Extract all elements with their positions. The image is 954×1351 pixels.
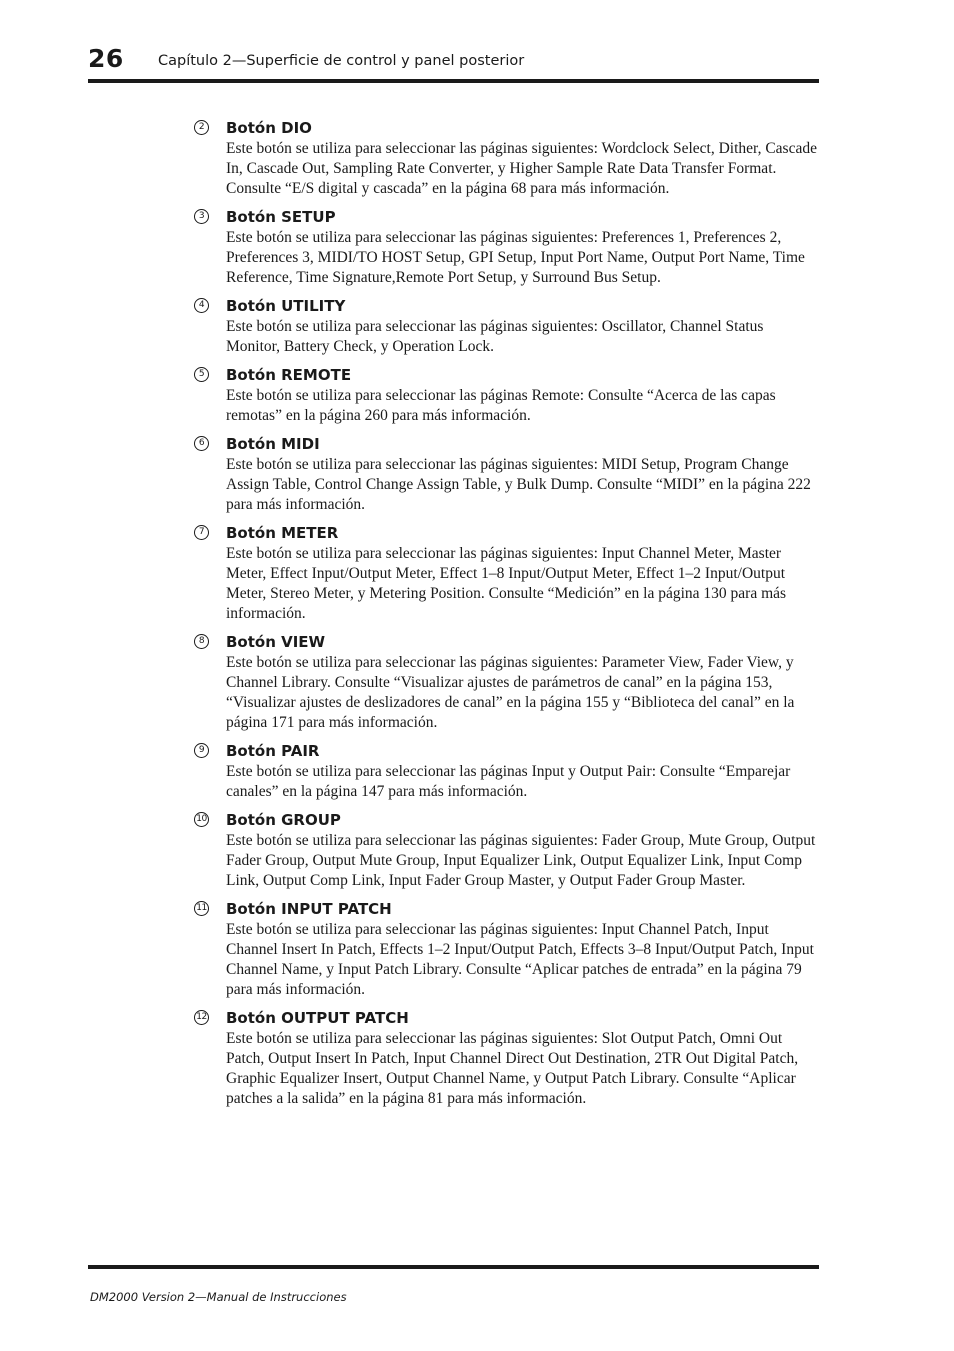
entry-description: Este botón se utiliza para seleccionar las páginas siguientes: Slot Output Patch, Omni Out Patch, Output Insert In Patch, Input Channel Direct Out Destination, 2TR Out Digital Patch, Graphic Equalizer Insert, Output Channel Name, y Output Patch Library. Consulte “Aplicar patches a la salida” en la página 81 para más información. (226, 1030, 799, 1107)
entry-meter-button (194, 523, 820, 624)
entry-utility-button (194, 296, 820, 357)
entry-list (194, 118, 820, 1117)
entry-view-button (194, 632, 820, 733)
entry-number-badge: 7 (194, 525, 209, 540)
entry-title: Botón PAIR (226, 742, 320, 760)
entry-title: Botón OUTPUT PATCH (226, 1009, 409, 1027)
entry-description: Este botón se utiliza para seleccionar las páginas Input y Output Pair: Consulte “Emparejar canales” en la página 147 para más información. (226, 763, 791, 800)
entry-description: Este botón se utiliza para seleccionar las páginas siguientes: Preferences 1, Preferences 2, Preferences 3, MIDI/TO HOST Setup, GPI Setup, Input Port Name, Output Port Name, Time Reference, Time Signature,Remote Port Setup, y Surround Bus Setup. (226, 229, 805, 286)
entry-title: Botón DIO (226, 119, 312, 137)
page-number: 26 (88, 44, 124, 73)
entry-title: Botón VIEW (226, 633, 326, 651)
entry-pair-button (194, 741, 820, 802)
entry-number-badge: 3 (194, 209, 209, 224)
entry-dio-button (194, 118, 820, 199)
entry-description: Este botón se utiliza para seleccionar las páginas siguientes: MIDI Setup, Program Change Assign Table, Control Change Assign Table, y Bulk Dump. Consulte “MIDI” en la página 222 para más información. (226, 456, 811, 513)
entry-title: Botón MIDI (226, 435, 320, 453)
footer-rule (88, 1265, 819, 1269)
entry-description: Este botón se utiliza para seleccionar las páginas siguientes: Input Channel Meter, Master Meter, Effect Input/Output Meter, Effect 1–8 Input/Output Meter, Effect 1–2 Input/Output Meter, Stereo Meter, y Metering Position. Consulte “Medición” en la página 130 para más información. (226, 545, 787, 622)
entry-output-patch-button (194, 1008, 820, 1109)
entry-number-badge: 5 (194, 367, 209, 382)
entry-title: Botón GROUP (226, 811, 341, 829)
entry-title: Botón METER (226, 524, 339, 542)
entry-number-badge: 8 (194, 634, 209, 649)
entry-title: Botón SETUP (226, 208, 336, 226)
entry-midi-button (194, 434, 820, 515)
entry-title: Botón REMOTE (226, 366, 352, 384)
entry-setup-button (194, 207, 820, 288)
entry-description: Este botón se utiliza para seleccionar las páginas siguientes: Wordclock Select, Dither, Cascade In, Cascade Out, Sampling Rate Converter, y Higher Sample Rate Data Transfer Format. Consulte “E/S digital y cascada” en la página 68 para más información. (226, 140, 817, 197)
entry-number-badge: 12 (194, 1010, 209, 1025)
page-footer: DM2000 Version 2—Manual de Instrucciones (90, 1290, 347, 1304)
entry-remote-button (194, 365, 820, 426)
entry-group-button (194, 810, 820, 891)
header-rule (88, 79, 819, 83)
entry-number-badge: 4 (194, 298, 209, 313)
entry-number-badge: 11 (194, 901, 209, 916)
entry-title: Botón UTILITY (226, 297, 346, 315)
entry-description: Este botón se utiliza para seleccionar las páginas siguientes: Input Channel Patch, Input Channel Insert In Patch, Effects 1–2 Input/Output Patch, Effects 3–8 Input/Output Patch, Input Channel Name, y Input Patch Library. Consulte “Aplicar patches de entrada” en la página 79 para más información. (226, 921, 814, 998)
entry-description: Este botón se utiliza para seleccionar las páginas Remote: Consulte “Acerca de las capas remotas” en la página 260 para más información. (226, 387, 776, 424)
chapter-title: Capítulo 2—Superficie de control y panel posterior (158, 53, 525, 69)
entry-number-badge: 6 (194, 436, 209, 451)
entry-description: Este botón se utiliza para seleccionar las páginas siguientes: Parameter View, Fader View, y Channel Library. Consulte “Visualizar ajustes de parámetros de canal” en la página 153, “Visualizar ajustes de deslizadores de canal” en la página 155 y “Biblioteca del canal” en la página 171 para más información. (226, 654, 795, 731)
entry-input-patch-button (194, 899, 820, 1000)
entry-description: Este botón se utiliza para seleccionar las páginas siguientes: Fader Group, Mute Group, Output Fader Group, Output Mute Group, Input Equalizer Link, Output Equalizer Link, Input Comp Link, Output Comp Link, Input Fader Group Master, y Output Fader Group Master. (226, 832, 816, 889)
entry-description: Este botón se utiliza para seleccionar las páginas siguientes: Oscillator, Channel Status Monitor, Battery Check, y Operation Lock. (226, 318, 764, 355)
entry-number-badge: 2 (194, 120, 209, 135)
entry-number-badge: 10 (194, 812, 209, 827)
entry-number-badge: 9 (194, 743, 209, 758)
entry-title: Botón INPUT PATCH (226, 900, 392, 918)
